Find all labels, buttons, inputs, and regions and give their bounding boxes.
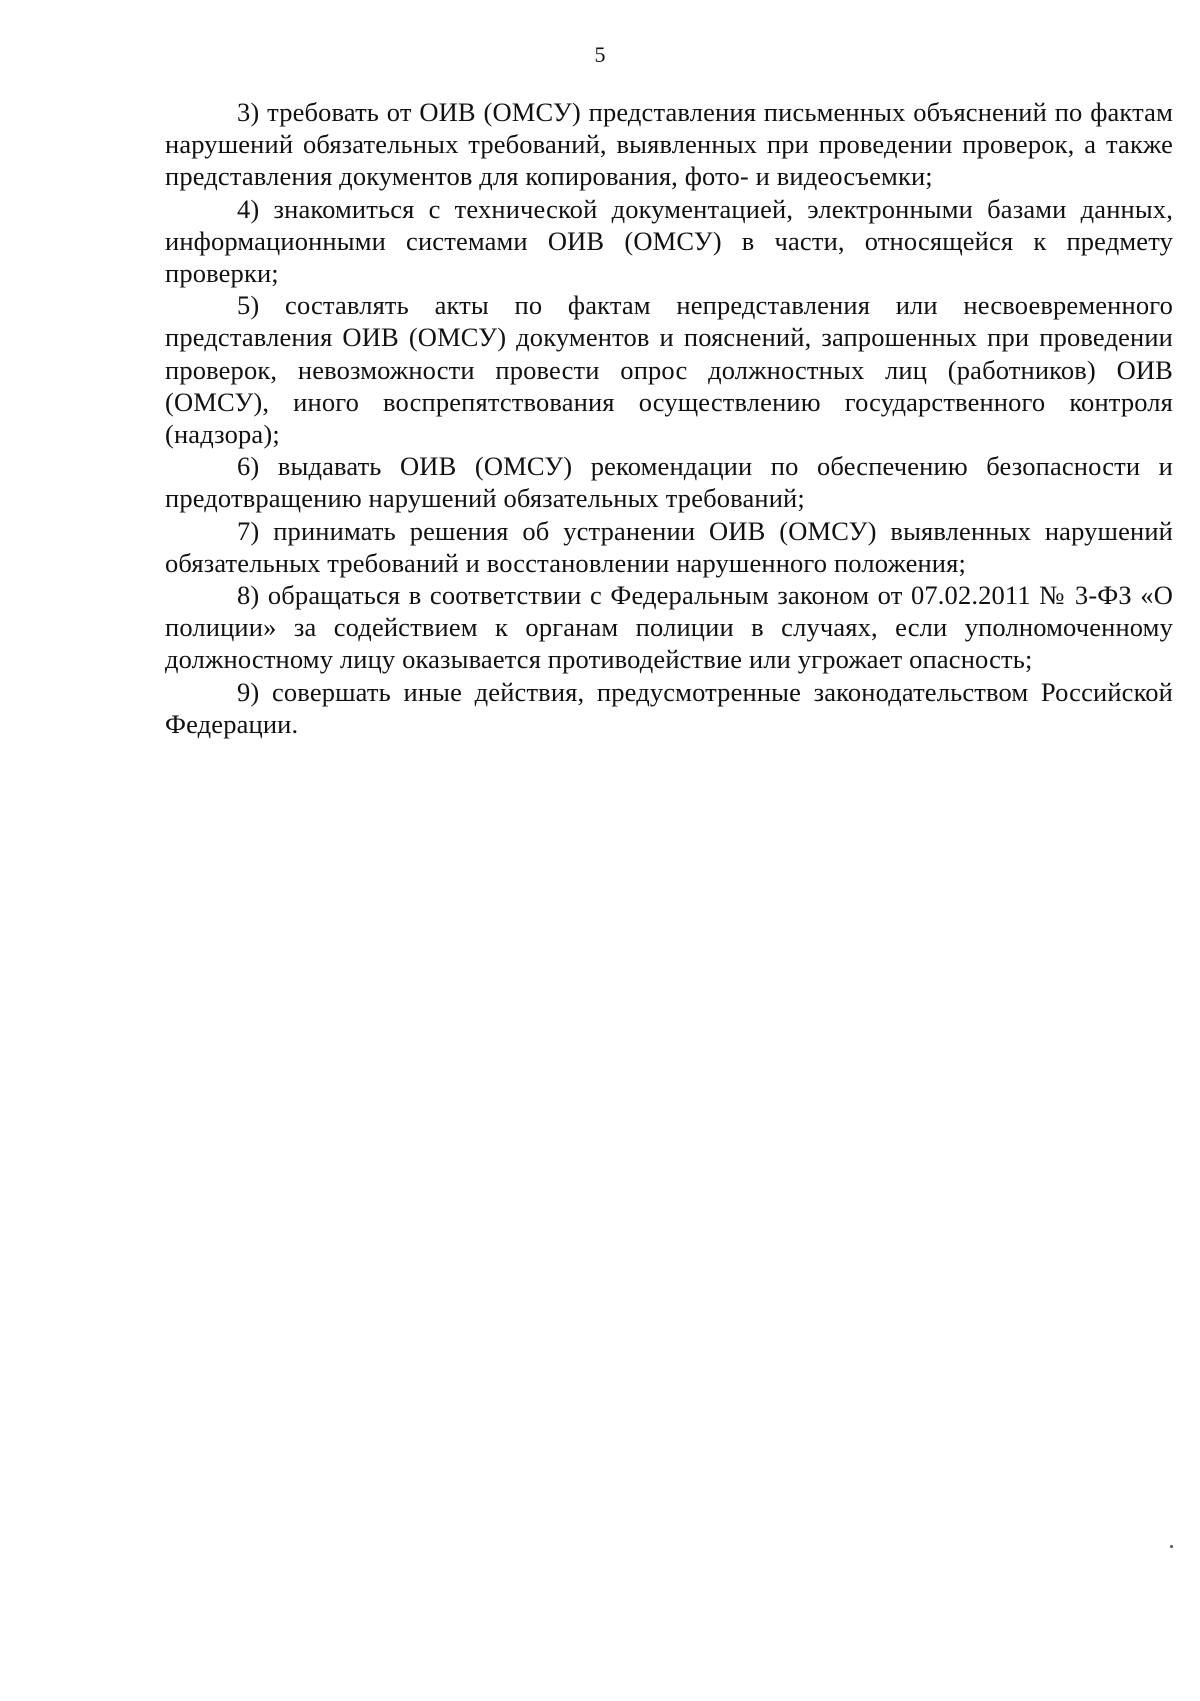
document-body xyxy=(165,96,1173,740)
scan-speck xyxy=(1170,1545,1173,1548)
paragraph-item-6: 6) выдавать ОИВ (ОМСУ) рекомендации по обеспечению безопасности и предотвращению нарушений обязательных требований; xyxy=(165,451,1173,514)
paragraph-item-7: 7) принимать решения об устранении ОИВ (ОМСУ) выявленных нарушений обязательных требований и восстановлении нарушенного положения; xyxy=(165,515,1173,578)
paragraph-item-9: 9) совершать иные действия, предусмотренные законодательством Российской Федерации. xyxy=(165,676,1173,739)
paragraph-item-5: 5) составлять акты по фактам непредставления или несвоевременного представления ОИВ (ОМСУ) документов и пояснений, запрошенных при проведении проверок, невозможности провести опрос должностных лиц (работников) ОИВ (ОМСУ), иного воспрепятствования осуществлению государственного контроля (надзора); xyxy=(165,290,1173,450)
paragraph-item-3: 3) требовать от ОИВ (ОМСУ) представления письменных объяснений по фактам нарушений обязательных требований, выявленных при проведении проверок, а также представления документов для копирования, фото- и видеосъемки; xyxy=(165,97,1173,192)
paragraph-item-8: 8) обращаться в соответствии с Федеральным законом от 07.02.2011 № 3-ФЗ «О полиции» за содействием к органам полиции в случаях, если уполномоченному должностному лицу оказывается противодействие или угрожает опасность; xyxy=(165,580,1173,675)
page-number: 5 xyxy=(594,42,606,67)
paragraph-item-4: 4) знакомиться с технической документацией, электронными базами данных, информационными системами ОИВ (ОМСУ) в части, относящейся к предмету проверки; xyxy=(165,193,1173,289)
